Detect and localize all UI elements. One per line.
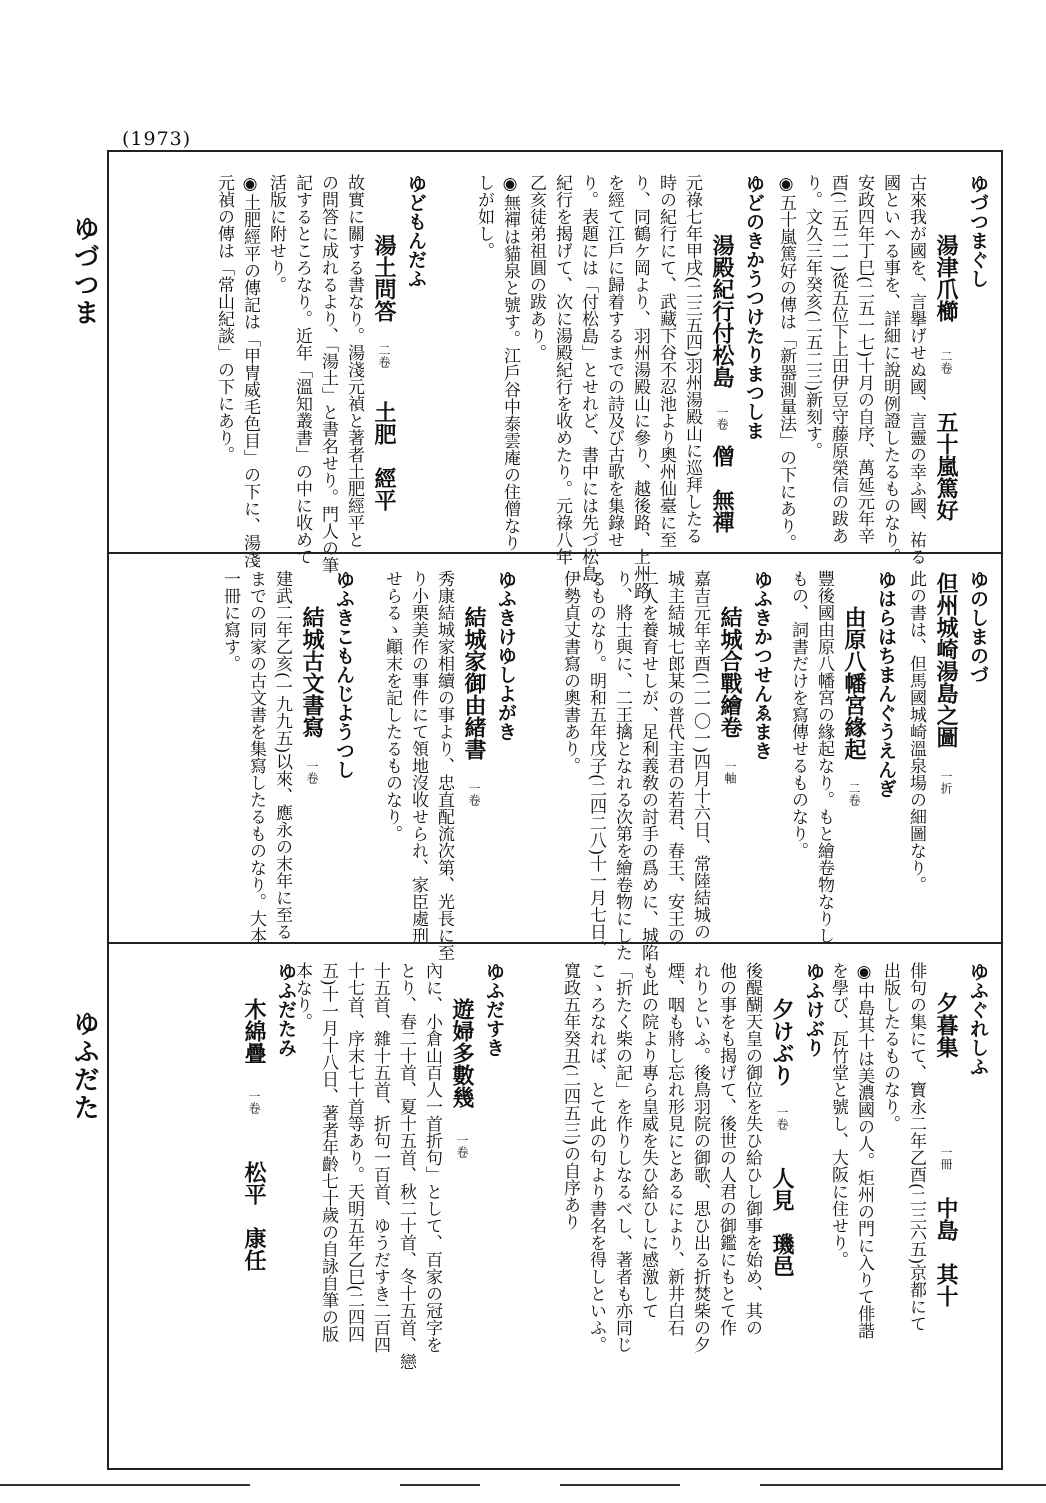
entry-line: 一冊に寫す。 bbox=[220, 570, 240, 672]
entry-yudonokikou bbox=[471, 174, 769, 599]
footer-rule bbox=[400, 1484, 480, 1486]
entry-line: 活版に附せり。 bbox=[266, 174, 286, 293]
entry-line: 伊勢貞丈書寫の奧書あり。 bbox=[560, 570, 580, 774]
entry-headword: ゆふきこもんじようつし bbox=[333, 570, 355, 779]
entry-title: 湯土問答 bbox=[371, 234, 397, 322]
entry-title-line bbox=[929, 570, 963, 940]
entry-line: ◉無禪は貓泉と號す。江戶谷中泰雲庵の住僧なり bbox=[500, 174, 520, 551]
middle-section bbox=[109, 554, 1001, 961]
entry-line: も此の院より專ら皇威を失ひ給ひしに感激して bbox=[638, 962, 658, 1319]
entry-line: るものなり。明和五年戊子(二四二八)十一月七日、 bbox=[586, 570, 606, 958]
entry-title: 結城家御由緒書 bbox=[461, 606, 487, 760]
entry-yuudatami bbox=[237, 962, 301, 1462]
entry-line: ◉土肥經平の傳記は「甲冑威毛色目」の下に、湯淺 bbox=[240, 174, 260, 568]
entry-line: を經て江戶に歸着するまでの詩及び古歌を集錄せ bbox=[604, 174, 624, 548]
top-section bbox=[109, 152, 1001, 599]
entry-line: 十五首、雜十五首、折句一百首、ゆうだすき二百四 bbox=[370, 962, 390, 1353]
entry-title-line bbox=[713, 570, 747, 940]
entry-line: 古來我が國を、言擧げせぬ國、言靈の幸ふ國、祐る bbox=[906, 174, 926, 565]
section-divider-bottom bbox=[107, 942, 1003, 944]
entry-volumes: 一卷 bbox=[715, 405, 729, 430]
entry-headword: ゆどのきかうつけたりまつしま bbox=[743, 174, 765, 440]
entry-volumes: 一折 bbox=[939, 769, 953, 794]
entry-title-line bbox=[295, 570, 329, 940]
entry-line: 安政四年丁巳(二五一七)十月の自序、萬延元年辛 bbox=[854, 174, 874, 545]
entry-title-line bbox=[929, 962, 963, 1462]
entry-headword: ゆふけぶり bbox=[803, 962, 825, 1057]
section-divider-top bbox=[107, 552, 1003, 554]
entry-title: 結城古文書寫 bbox=[299, 606, 325, 738]
entry-line: 秀康結城家相續の事より、忠直配流次第、光長に至 bbox=[434, 570, 454, 961]
entry-line: 此の書は、但馬國城崎溫泉場の細圖なり。 bbox=[906, 570, 926, 893]
entry-line: 內に、小倉山百人一首折句」として、百家の冠字を bbox=[422, 962, 442, 1353]
entry-line: り、將士與に、二王擒となれる次第を繪卷物にした bbox=[612, 570, 632, 961]
entry-line: せらるゝ顚末を記したるものなり。 bbox=[382, 570, 402, 842]
entry-title-line bbox=[457, 570, 491, 940]
entry-volumes: 二卷 bbox=[939, 349, 953, 374]
entry-line: ◉五十嵐篤好の傳は「新器測量法」の下にあり。 bbox=[776, 174, 796, 551]
entry-line: の問答に成れるより、「湯土」と書名せり。門人の筆 bbox=[318, 174, 338, 574]
entry-title-line bbox=[837, 570, 871, 940]
entry-author: 土肥 經平 bbox=[371, 401, 397, 512]
entry-line: 豐後國由原八幡宮の緣起なり。もと繪卷物なりし bbox=[814, 570, 834, 944]
entry-volumes: 一卷 bbox=[247, 1089, 261, 1114]
entry-title-line bbox=[367, 174, 401, 554]
entry-title-line bbox=[237, 962, 271, 1462]
entry-line: り、同鶴ケ岡より、羽州湯殿山に參り、越後路、上州路 bbox=[630, 174, 650, 599]
entry-volumes: 一卷 bbox=[455, 1133, 469, 1158]
entry-headword: ゆふだすき bbox=[483, 962, 505, 1057]
entry-line: り。表題には「付松島」とせれど、書中には先づ松島 bbox=[578, 174, 598, 582]
entry-yuukikassenemaki bbox=[557, 570, 777, 961]
entry-line: 「折たく柴の記」を作りしなるべし、著者も亦同じ bbox=[612, 962, 632, 1353]
entry-title: 木綿疊 bbox=[241, 998, 267, 1064]
entry-line: り。文久三年癸亥(二五二三)新刻す。 bbox=[802, 174, 822, 460]
entry-headword: ゆふぐれしふ bbox=[967, 962, 989, 1076]
entry-line: 城主結城七郎某の普代主君の若君、春王、安王の bbox=[664, 570, 684, 944]
entry-title-line bbox=[445, 962, 479, 1462]
entry-line: れりといふ。後鳥羽院の御歌、思ひ出る折焚柴の夕 bbox=[690, 962, 710, 1353]
entry-line: 十七首、序末七十首等あり。天明五年乙巳(二四四 bbox=[344, 962, 364, 1343]
entry-yuukikomonjoutsushi bbox=[217, 570, 359, 944]
entry-line: 時の紀行にて、武藏下谷不忍池より奧州仙臺に至 bbox=[656, 174, 676, 548]
entry-volumes: 一軸 bbox=[723, 759, 737, 784]
entry-yunoshimanozu bbox=[903, 570, 993, 940]
entry-line: 建武二年乙亥(一九九五)以來、應永の末年に至る bbox=[272, 570, 292, 941]
entry-volumes: 一卷 bbox=[775, 1105, 789, 1130]
entry-title-line bbox=[705, 174, 739, 554]
entry-line: ◉中島其十は美濃國の人。炬州の門に入りて俳諧 bbox=[854, 962, 874, 1339]
entry-title-line bbox=[765, 962, 799, 1462]
entry-line: 嘉吉元年辛酉(二一〇一)四月十六日、常陸結城の bbox=[690, 570, 710, 941]
entry-line: 酉(二五二一)從五位下上田伊豆守藤原榮信の跋あ bbox=[828, 174, 848, 545]
entry-line: 出版したるものなり。 bbox=[880, 962, 900, 1132]
entry-line: もの、詞書だけを寫傳せるものなり。 bbox=[788, 570, 808, 859]
entry-line: 寬政五年癸丑(二四五三)の自序あり bbox=[560, 962, 580, 1231]
entry-author: 中島 其十 bbox=[933, 1197, 959, 1308]
entry-headword: ゆふきかつせんゑまき bbox=[751, 570, 773, 760]
entry-author: 僧 無禪 bbox=[709, 445, 735, 534]
entry-yuzutsumagushi bbox=[773, 174, 993, 565]
entry-yuugureshuu bbox=[825, 962, 993, 1462]
entry-headword: ゆはらはちまんぐうえんぎ bbox=[875, 570, 897, 798]
entry-title: 夕暮集 bbox=[933, 992, 959, 1058]
entry-line: とり、春二十首、夏十五首、秋二十首、冬十五首、戀 bbox=[396, 962, 416, 1370]
entry-volumes: 一卷 bbox=[467, 781, 481, 806]
entry-line: 本なり。 bbox=[292, 962, 312, 1030]
entry-line: を學び、瓦竹堂と號し、大阪に住せり。 bbox=[828, 962, 848, 1268]
entry-author: 五十嵐篤好 bbox=[933, 411, 959, 522]
entry-headword: ゆづつまぐし bbox=[967, 174, 989, 288]
entry-headword: ゆふきけゆしよがき bbox=[495, 570, 517, 741]
entry-title: 湯殿紀行付松島 bbox=[709, 234, 735, 388]
entry-author: 人見 璣邑 bbox=[769, 1167, 795, 1278]
footer-rule bbox=[760, 1484, 1046, 1486]
entry-volumes: 一冊 bbox=[939, 1145, 953, 1170]
entry-title: 夕けぶり bbox=[769, 998, 795, 1086]
bottom-section bbox=[109, 944, 1001, 1468]
entry-headword: ゆふだたみ bbox=[275, 962, 297, 1057]
entry-line: 元禎の傳は「常山紀談」の下にあり。 bbox=[214, 174, 234, 463]
margin-label-bottom: ゆふだた bbox=[69, 1010, 100, 1122]
entry-title: 遊婦多數幾 bbox=[449, 998, 475, 1108]
entry-line: 二人を養育せしが、足利義敎の討手の爲めに、城陷 bbox=[638, 570, 658, 961]
entry-line: 乙亥徒弟祖圓の跋あり。 bbox=[526, 174, 546, 361]
entry-line: 記するところなり。近年「溫知叢書」の中に收めて bbox=[292, 174, 312, 565]
entry-yuukikeyuishogaki bbox=[379, 570, 521, 961]
entry-line: 元祿七年甲戌(二三五四)羽州湯殿山に巡拜したる bbox=[682, 174, 702, 545]
entry-volumes: 一卷 bbox=[305, 759, 319, 784]
entry-line: 煙、咽も將し忘れ形見にとあるにより、新井白石 bbox=[664, 962, 684, 1336]
entry-volumes: 二卷 bbox=[847, 781, 861, 806]
entry-line: 紀行を揭げて、次に湯殿紀行を收めたり。元祿八年 bbox=[552, 174, 572, 565]
entry-title: 湯津爪櫛 bbox=[933, 234, 959, 322]
entry-title-line bbox=[929, 174, 963, 554]
entry-line: 五)十一月十八日、著者年齡七十歲の自詠自筆の版 bbox=[318, 962, 338, 1343]
entry-headword: ゆどもんだふ bbox=[405, 174, 427, 288]
entry-line: 後醍醐天皇の御位を失ひ給ひし御事を始め、其の bbox=[742, 962, 762, 1336]
entry-yudomondou bbox=[211, 174, 431, 574]
entry-line: までの同家の古文書を集寫したるものなり。大本 bbox=[246, 570, 266, 944]
entry-title: 由原八幡宮緣起 bbox=[841, 606, 867, 760]
entry-line: こゝろなれば、とて此の句より書名を得しといふ。 bbox=[586, 962, 606, 1353]
entry-line: り小栗美作の事件にて領地沒收せられ、家臣處刑 bbox=[408, 570, 428, 944]
entry-line: 俳句の集にて、寶永二年乙酉(二三六五)京都にて bbox=[906, 962, 926, 1333]
entry-headword: ゆのしまのづ bbox=[967, 570, 989, 684]
footer-rule bbox=[0, 1484, 250, 1486]
entry-line: しが如し。 bbox=[474, 174, 494, 259]
page-frame bbox=[107, 150, 1003, 1470]
entry-volumes: 二卷 bbox=[377, 343, 391, 368]
entry-line: 他の事をも揭げて、後世の人君の御鑑にもとて作 bbox=[716, 962, 736, 1336]
entry-line: 故實に關する書なり。湯淺元禎と著者土肥經平と bbox=[344, 174, 364, 548]
entry-line: 國といへる事を、詳細に說明例證したるものなり。 bbox=[880, 174, 900, 565]
entry-author: 松平 康任 bbox=[241, 1161, 267, 1272]
entry-yuukeburi bbox=[557, 962, 829, 1462]
entry-title: 結城合戰繪卷 bbox=[717, 606, 743, 738]
footer-rule bbox=[560, 1484, 680, 1486]
entry-yuudasuki bbox=[289, 962, 509, 1462]
entry-title: 但州城崎湯島之圖 bbox=[933, 572, 959, 748]
margin-label-top: ゆづつま bbox=[69, 215, 100, 327]
entry-yuharahachimangu bbox=[785, 570, 901, 944]
page-number: (1973) bbox=[122, 128, 192, 150]
